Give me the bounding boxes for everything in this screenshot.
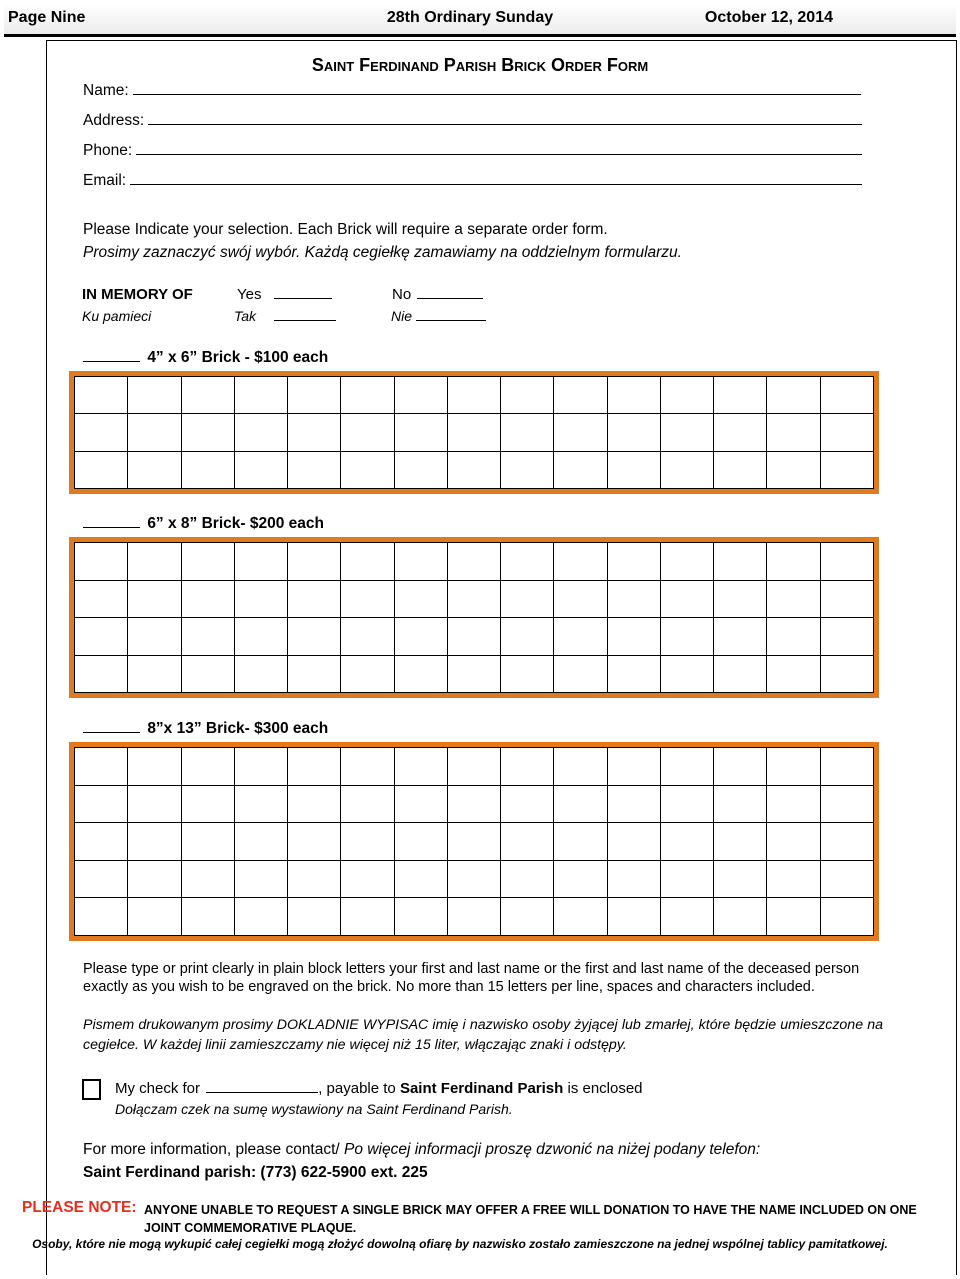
check-prefix: My check for [115, 1080, 201, 1097]
no-blank[interactable] [417, 287, 483, 299]
grid-row [75, 655, 874, 693]
contact-pl: Po więcej informacji proszę dzwonić na niżej podany telefon: [344, 1141, 761, 1158]
letter-cell[interactable] [75, 451, 128, 488]
letter-cell[interactable] [767, 655, 820, 693]
letter-cell[interactable] [447, 748, 500, 786]
memory-label-en: IN MEMORY OF [82, 286, 193, 303]
note-polish: Osoby, które nie mogą wykupić całej cegiełki mogą złożyć dowolną ofiarę by nazwisko zostało zamieszczone na jednej wspólnej tablicy pamitatkowej. [32, 1237, 888, 1251]
letter-cell[interactable] [75, 414, 128, 451]
engraving-instructions-en: Please type or print clearly in plain block letters your first and last name or the first and last name of the deceased person exactly as you wish to be engraved on the brick. No more than 15 letters per line, spaces and characters included. [83, 961, 860, 996]
letter-cell[interactable] [660, 898, 713, 936]
brick-6x8-label: 6” x 8” Brick- $200 each [147, 515, 324, 532]
letter-cell[interactable] [394, 414, 447, 451]
letter-cell[interactable] [501, 655, 554, 693]
letter-cell[interactable] [341, 618, 394, 656]
letter-cell[interactable] [767, 823, 820, 861]
letter-cell[interactable] [234, 543, 287, 581]
letter-cell[interactable] [501, 785, 554, 823]
letter-cell[interactable] [554, 860, 607, 898]
letter-cell[interactable] [820, 898, 873, 936]
letter-cell[interactable] [234, 748, 287, 786]
letter-cell[interactable] [234, 655, 287, 693]
letter-cell[interactable] [767, 414, 820, 451]
grid-row [75, 618, 874, 656]
letter-cell[interactable] [128, 785, 181, 823]
memory-yes[interactable] [237, 285, 332, 304]
contact-en: For more information, please contact/ [83, 1141, 340, 1158]
letter-cell[interactable] [447, 580, 500, 618]
letter-cell[interactable] [75, 543, 128, 581]
letter-cell[interactable] [660, 377, 713, 414]
phone-label: Phone: [83, 142, 133, 159]
letter-cell[interactable] [714, 748, 767, 786]
letter-cell[interactable] [288, 823, 341, 861]
brick-6x8-grid[interactable] [69, 537, 879, 698]
letter-cell[interactable] [501, 414, 554, 451]
memory-label-pl: Ku pamieci [82, 308, 152, 324]
letter-cell[interactable] [820, 618, 873, 656]
letter-cell[interactable] [607, 823, 660, 861]
yes-label: Yes [237, 286, 262, 303]
letter-cell[interactable] [447, 543, 500, 581]
letter-cell[interactable] [181, 618, 234, 656]
letter-cell[interactable] [234, 618, 287, 656]
letter-cell[interactable] [181, 377, 234, 414]
letter-cell[interactable] [288, 451, 341, 488]
letter-cell[interactable] [767, 451, 820, 488]
letter-cell[interactable] [714, 618, 767, 656]
name-label: Name: [83, 82, 129, 99]
letter-cell[interactable] [820, 377, 873, 414]
grid-row [75, 451, 874, 488]
letter-cell[interactable] [341, 823, 394, 861]
letter-cell[interactable] [128, 414, 181, 451]
letter-cell[interactable] [607, 543, 660, 581]
letter-cell[interactable] [181, 580, 234, 618]
letter-cell[interactable] [128, 580, 181, 618]
grid-row [75, 580, 874, 618]
letter-cell[interactable] [660, 543, 713, 581]
letter-cell[interactable] [820, 451, 873, 488]
letter-cell[interactable] [607, 451, 660, 488]
check-payee: Saint Ferdinand Parish [399, 1080, 564, 1097]
letter-cell[interactable] [75, 860, 128, 898]
letter-grid-table [74, 747, 874, 936]
letter-cell[interactable] [554, 655, 607, 693]
letter-cell[interactable] [501, 898, 554, 936]
letter-cell[interactable] [714, 823, 767, 861]
letter-cell[interactable] [181, 823, 234, 861]
letter-cell[interactable] [341, 451, 394, 488]
letter-cell[interactable] [767, 898, 820, 936]
letter-cell[interactable] [607, 618, 660, 656]
title-suffix: Brick Order Form [501, 55, 649, 75]
letter-cell[interactable] [181, 748, 234, 786]
letter-cell[interactable] [288, 898, 341, 936]
letter-cell[interactable] [75, 580, 128, 618]
letter-cell[interactable] [447, 655, 500, 693]
letter-grid-table [74, 542, 874, 693]
letter-cell[interactable] [554, 543, 607, 581]
note-label: PLEASE NOTE: [22, 1199, 137, 1216]
letter-cell[interactable] [394, 898, 447, 936]
letter-cell[interactable] [714, 785, 767, 823]
letter-cell[interactable] [820, 823, 873, 861]
issue-date: October 12, 2014 [704, 9, 833, 26]
letter-cell[interactable] [128, 823, 181, 861]
letter-cell[interactable] [341, 785, 394, 823]
letter-cell[interactable] [394, 451, 447, 488]
letter-cell[interactable] [820, 748, 873, 786]
letter-cell[interactable] [394, 860, 447, 898]
letter-cell[interactable] [714, 580, 767, 618]
letter-cell[interactable] [820, 543, 873, 581]
letter-cell[interactable] [234, 860, 287, 898]
memory-tak[interactable] [234, 307, 336, 326]
contact-phone: Saint Ferdinand parish: (773) 622-5900 ext. 225 [83, 1164, 428, 1181]
letter-cell[interactable] [660, 618, 713, 656]
grid-row [75, 785, 874, 823]
letter-cell[interactable] [128, 377, 181, 414]
note-text: ANYONE UNABLE TO REQUEST A SINGLE BRICK MAY OFFER A FREE WILL DONATION TO HAVE THE NAME INCLUDED ON ONE JOINT COMMEMORATIVE PLAQUE. [144, 1203, 917, 1235]
grid-row [75, 377, 874, 414]
letter-cell[interactable] [660, 748, 713, 786]
letter-cell[interactable] [128, 655, 181, 693]
brick-8x13-option[interactable] [83, 720, 328, 738]
letter-cell[interactable] [341, 377, 394, 414]
letter-cell[interactable] [554, 823, 607, 861]
letter-cell[interactable] [447, 451, 500, 488]
letter-cell[interactable] [554, 898, 607, 936]
check-suffix: is enclosed [567, 1080, 643, 1097]
letter-cell[interactable] [767, 377, 820, 414]
grid-row [75, 543, 874, 581]
letter-cell[interactable] [341, 414, 394, 451]
grid-row [75, 414, 874, 451]
letter-cell[interactable] [554, 618, 607, 656]
letter-cell[interactable] [501, 860, 554, 898]
letter-cell[interactable] [288, 785, 341, 823]
grid-row [75, 860, 874, 898]
letter-cell[interactable] [288, 860, 341, 898]
letter-cell[interactable] [234, 414, 287, 451]
letter-cell[interactable] [554, 580, 607, 618]
letter-cell[interactable] [714, 860, 767, 898]
letter-cell[interactable] [660, 580, 713, 618]
letter-cell[interactable] [447, 377, 500, 414]
brick-4x6-label: 4” x 6” Brick - $100 each [147, 349, 329, 366]
letter-cell[interactable] [607, 377, 660, 414]
letter-cell[interactable] [181, 785, 234, 823]
letter-cell[interactable] [660, 451, 713, 488]
address-label: Address: [83, 112, 145, 129]
brick-8x13-grid[interactable] [69, 742, 879, 941]
letter-cell[interactable] [394, 543, 447, 581]
letter-cell[interactable] [75, 748, 128, 786]
brick-6x8-qty-blank[interactable] [83, 516, 140, 528]
letter-cell[interactable] [341, 655, 394, 693]
letter-cell[interactable] [820, 414, 873, 451]
letter-cell[interactable] [181, 414, 234, 451]
letter-cell[interactable] [660, 823, 713, 861]
letter-cell[interactable] [75, 898, 128, 936]
tak-blank[interactable] [274, 309, 336, 321]
letter-cell[interactable] [181, 655, 234, 693]
form-title [0, 55, 960, 76]
letter-cell[interactable] [501, 580, 554, 618]
name-line[interactable] [133, 83, 861, 95]
letter-cell[interactable] [128, 543, 181, 581]
letter-cell[interactable] [394, 748, 447, 786]
letter-cell[interactable] [607, 580, 660, 618]
letter-cell[interactable] [288, 748, 341, 786]
check-enclosed-checkbox[interactable] [82, 1079, 101, 1100]
letter-grid-table [74, 376, 874, 489]
letter-cell[interactable] [394, 785, 447, 823]
letter-cell[interactable] [501, 543, 554, 581]
letter-cell[interactable] [394, 823, 447, 861]
letter-cell[interactable] [181, 543, 234, 581]
title-prefix: Saint Ferdinand Parish [311, 55, 497, 75]
letter-cell[interactable] [288, 377, 341, 414]
letter-cell[interactable] [341, 543, 394, 581]
page-header [0, 0, 960, 38]
letter-cell[interactable] [181, 451, 234, 488]
letter-cell[interactable] [501, 377, 554, 414]
letter-cell[interactable] [288, 618, 341, 656]
address-line[interactable] [148, 113, 862, 125]
contact-line [83, 1140, 760, 1159]
letter-cell[interactable] [447, 823, 500, 861]
letter-cell[interactable] [820, 580, 873, 618]
phone-field[interactable] [83, 142, 862, 160]
letter-cell[interactable] [767, 580, 820, 618]
letter-cell[interactable] [447, 898, 500, 936]
letter-cell[interactable] [767, 860, 820, 898]
letter-cell[interactable] [607, 860, 660, 898]
letter-cell[interactable] [75, 618, 128, 656]
memory-nie[interactable] [391, 307, 486, 326]
letter-cell[interactable] [75, 823, 128, 861]
letter-cell[interactable] [288, 414, 341, 451]
letter-cell[interactable] [607, 785, 660, 823]
nie-blank[interactable] [416, 309, 486, 321]
letter-cell[interactable] [660, 785, 713, 823]
letter-cell[interactable] [288, 543, 341, 581]
letter-cell[interactable] [181, 898, 234, 936]
letter-cell[interactable] [501, 823, 554, 861]
letter-cell[interactable] [714, 414, 767, 451]
grid-row [75, 823, 874, 861]
letter-cell[interactable] [234, 823, 287, 861]
letter-cell[interactable] [607, 898, 660, 936]
letter-cell[interactable] [394, 580, 447, 618]
letter-cell[interactable] [341, 580, 394, 618]
letter-cell[interactable] [767, 618, 820, 656]
letter-cell[interactable] [394, 655, 447, 693]
check-amount-blank[interactable] [206, 1081, 318, 1093]
letter-cell[interactable] [128, 748, 181, 786]
letter-cell[interactable] [447, 785, 500, 823]
letter-cell[interactable] [607, 655, 660, 693]
name-field[interactable] [83, 82, 861, 100]
letter-cell[interactable] [714, 655, 767, 693]
liturgical-day: 28th Ordinary Sunday [386, 9, 554, 26]
brick-8x13-label: 8”x 13” Brick- $300 each [147, 720, 329, 737]
letter-cell[interactable] [554, 748, 607, 786]
letter-cell[interactable] [820, 655, 873, 693]
letter-cell[interactable] [394, 377, 447, 414]
letter-cell[interactable] [820, 785, 873, 823]
memory-no[interactable] [392, 285, 483, 304]
email-line[interactable] [130, 173, 862, 185]
letter-cell[interactable] [447, 860, 500, 898]
letter-cell[interactable] [75, 655, 128, 693]
engraving-instructions-pl: Pismem drukowanym prosimy DOKLADNIE WYPISAC imię i nazwisko osoby żyjącej lub zmarłej, które będzie umieszczone na cegiełce. W każdej linii zamieszczamy nie więcej niż 15 liter, włączając znaki i odstępy. [83, 1017, 883, 1053]
page-number: Page Nine [8, 9, 86, 26]
letter-cell[interactable] [607, 748, 660, 786]
letter-cell[interactable] [234, 580, 287, 618]
brick-4x6-qty-blank[interactable] [83, 350, 140, 362]
letter-cell[interactable] [714, 898, 767, 936]
header-rule [4, 34, 956, 37]
letter-cell[interactable] [341, 898, 394, 936]
letter-cell[interactable] [288, 580, 341, 618]
letter-cell[interactable] [660, 860, 713, 898]
letter-cell[interactable] [234, 377, 287, 414]
letter-cell[interactable] [128, 618, 181, 656]
letter-cell[interactable] [554, 414, 607, 451]
phone-line[interactable] [136, 143, 862, 155]
letter-cell[interactable] [554, 785, 607, 823]
letter-cell[interactable] [181, 860, 234, 898]
address-field[interactable] [83, 112, 862, 130]
letter-cell[interactable] [128, 898, 181, 936]
email-label: Email: [83, 172, 127, 189]
letter-cell[interactable] [128, 451, 181, 488]
letter-cell[interactable] [447, 618, 500, 656]
letter-cell[interactable] [234, 451, 287, 488]
letter-cell[interactable] [341, 748, 394, 786]
letter-cell[interactable] [767, 785, 820, 823]
letter-cell[interactable] [75, 377, 128, 414]
brick-4x6-grid[interactable] [69, 371, 879, 494]
letter-cell[interactable] [714, 377, 767, 414]
letter-cell[interactable] [660, 655, 713, 693]
selection-instruction-pl: Prosimy zaznaczyć swój wybór. Każdą cegiełkę zamawiamy na oddzielnym formularzu. [83, 244, 682, 261]
brick-8x13-qty-blank[interactable] [83, 721, 140, 733]
email-field[interactable] [83, 172, 862, 190]
letter-cell[interactable] [288, 655, 341, 693]
check-line [115, 1079, 643, 1098]
grid-row [75, 748, 874, 786]
grid-row [75, 898, 874, 936]
selection-instruction-en: Please Indicate your selection. Each Brick will require a separate order form. [83, 221, 608, 238]
brick-4x6-option[interactable] [83, 349, 328, 367]
letter-cell[interactable] [341, 860, 394, 898]
letter-cell[interactable] [554, 451, 607, 488]
letter-cell[interactable] [820, 860, 873, 898]
letter-cell[interactable] [394, 618, 447, 656]
letter-cell[interactable] [128, 860, 181, 898]
letter-cell[interactable] [714, 451, 767, 488]
letter-cell[interactable] [501, 618, 554, 656]
check-middle: , payable to [318, 1080, 396, 1097]
yes-blank[interactable] [274, 287, 332, 299]
letter-cell[interactable] [75, 785, 128, 823]
letter-cell[interactable] [767, 543, 820, 581]
letter-cell[interactable] [447, 414, 500, 451]
no-label: No [392, 286, 412, 303]
nie-label: Nie [391, 308, 413, 324]
letter-cell[interactable] [501, 451, 554, 488]
tak-label: Tak [234, 308, 257, 324]
letter-cell[interactable] [234, 898, 287, 936]
letter-cell[interactable] [607, 414, 660, 451]
letter-cell[interactable] [554, 377, 607, 414]
letter-cell[interactable] [501, 748, 554, 786]
letter-cell[interactable] [714, 543, 767, 581]
check-polish: Dołączam czek na sumę wystawiony na Saint Ferdinand Parish. [115, 1101, 513, 1117]
letter-cell[interactable] [660, 414, 713, 451]
brick-6x8-option[interactable] [83, 515, 324, 533]
letter-cell[interactable] [767, 748, 820, 786]
letter-cell[interactable] [234, 785, 287, 823]
